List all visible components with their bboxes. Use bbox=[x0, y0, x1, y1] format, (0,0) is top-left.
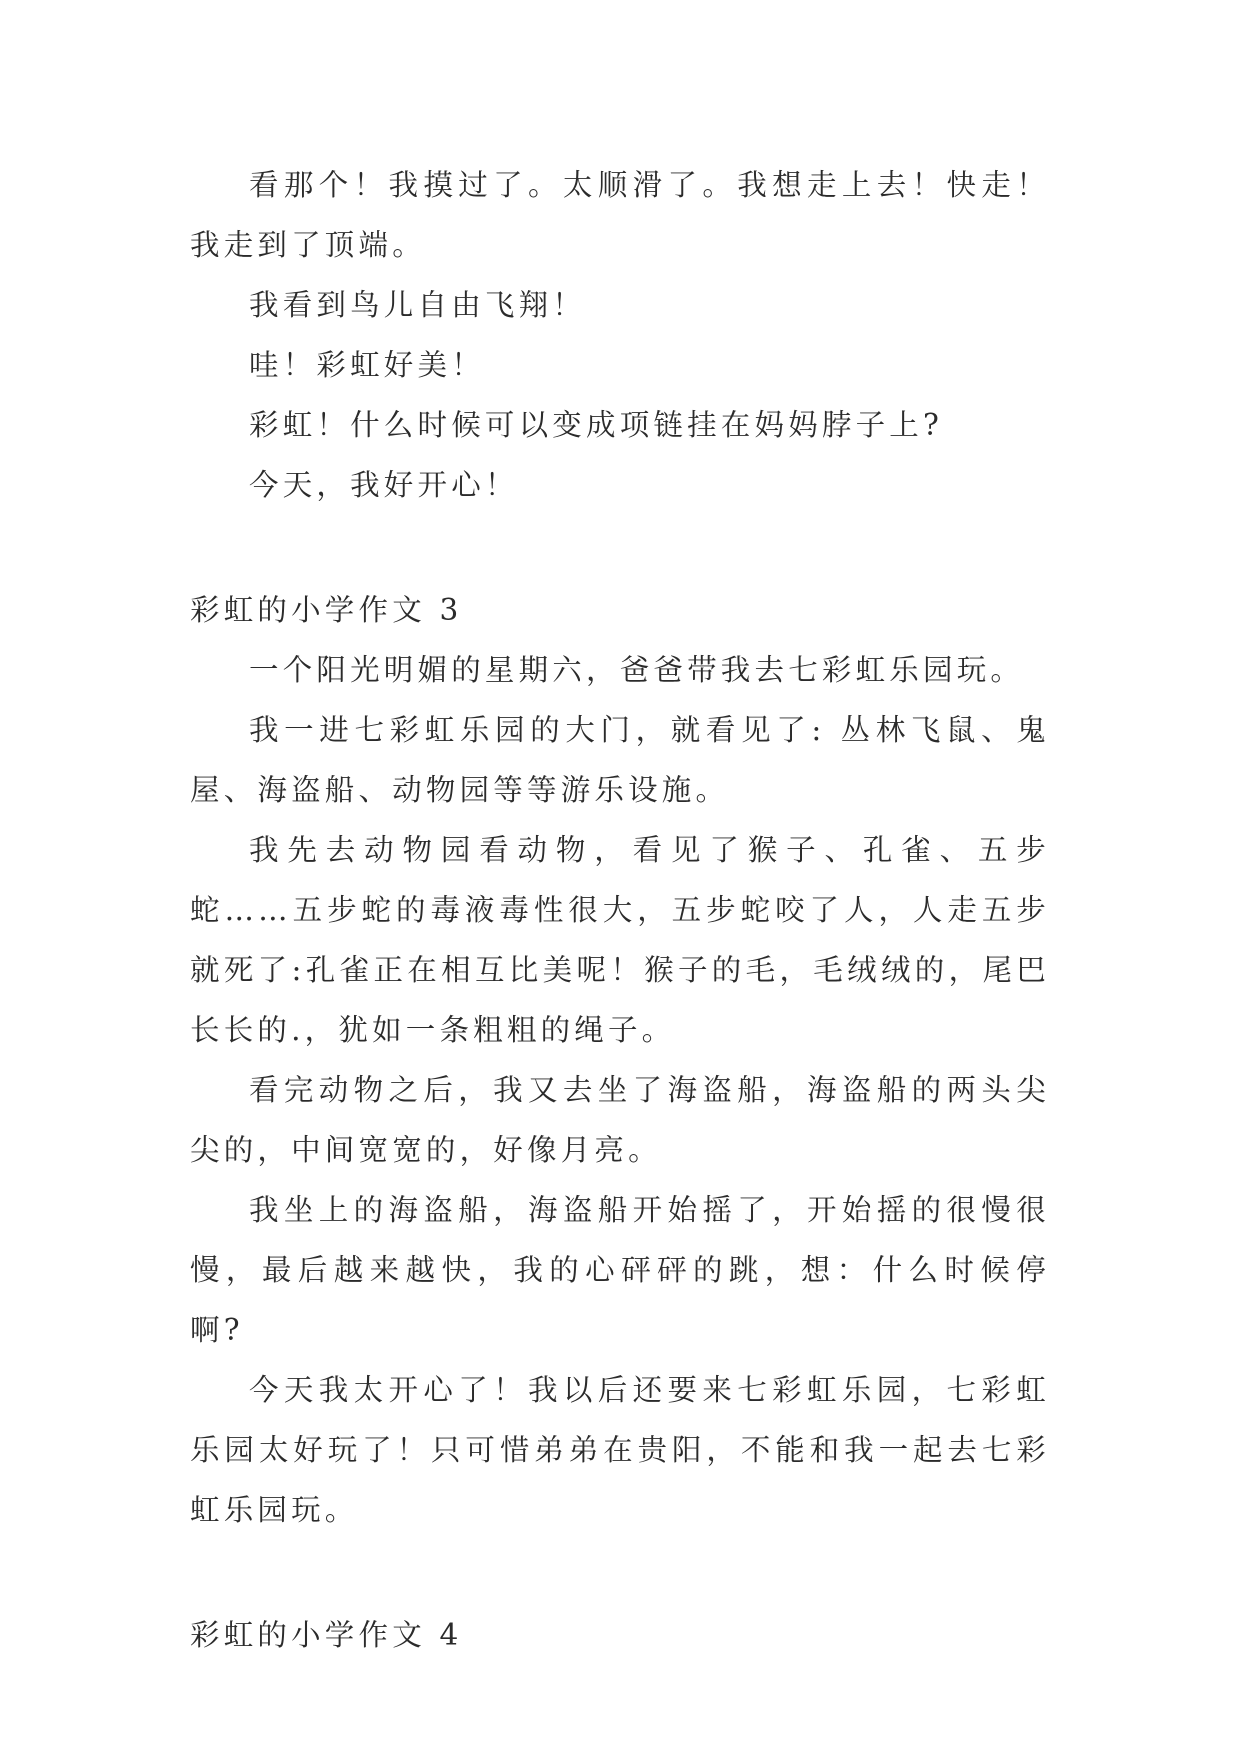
section-gap bbox=[190, 515, 1050, 580]
section-gap bbox=[190, 1540, 1050, 1605]
document-body bbox=[190, 155, 1050, 1665]
section-title: 彩虹的小学作文 4 bbox=[190, 1618, 463, 1652]
paragraph: 看完动物之后，我又去坐了海盗船，海盗船的两头尖尖的，中间宽宽的，好像月亮。 bbox=[190, 1073, 1050, 1167]
paragraph: 彩虹！什么时候可以变成项链挂在妈妈脖子上? bbox=[249, 408, 944, 442]
paragraph: 今天，我好开心！ bbox=[249, 468, 519, 502]
paragraph: 今天我太开心了！我以后还要来七彩虹乐园，七彩虹乐园太好玩了！只可惜弟弟在贵阳，不能和我一起去七彩虹乐园玩。 bbox=[190, 1373, 1050, 1527]
paragraph: 哇！彩虹好美！ bbox=[249, 348, 485, 382]
paragraph: 看那个！我摸过了。太顺滑了。我想走上去！快走！我走到了顶端。 bbox=[190, 168, 1050, 262]
paragraph: 我先去动物园看动物，看见了猴子、孔雀、五步蛇……五步蛇的毒液毒性很大，五步蛇咬了人，人走五步就死了:孔雀正在相互比美呢！猴子的毛，毛绒绒的，尾巴长长的.，犹如一条粗粗的绳子。 bbox=[190, 833, 1050, 1047]
paragraph: 我一进七彩虹乐园的大门，就看见了: 丛林飞鼠、鬼屋、海盗船、动物园等等游乐设施。 bbox=[190, 713, 1050, 807]
section-title: 彩虹的小学作文 3 bbox=[190, 593, 463, 627]
paragraph: 我坐上的海盗船，海盗船开始摇了，开始摇的很慢很慢，最后越来越快，我的心砰砰的跳，想：什么时候停啊? bbox=[190, 1193, 1050, 1347]
paragraph: 一个阳光明媚的星期六，爸爸带我去七彩虹乐园玩。 bbox=[249, 653, 1025, 687]
paragraph: 我看到鸟儿自由飞翔！ bbox=[249, 288, 587, 322]
